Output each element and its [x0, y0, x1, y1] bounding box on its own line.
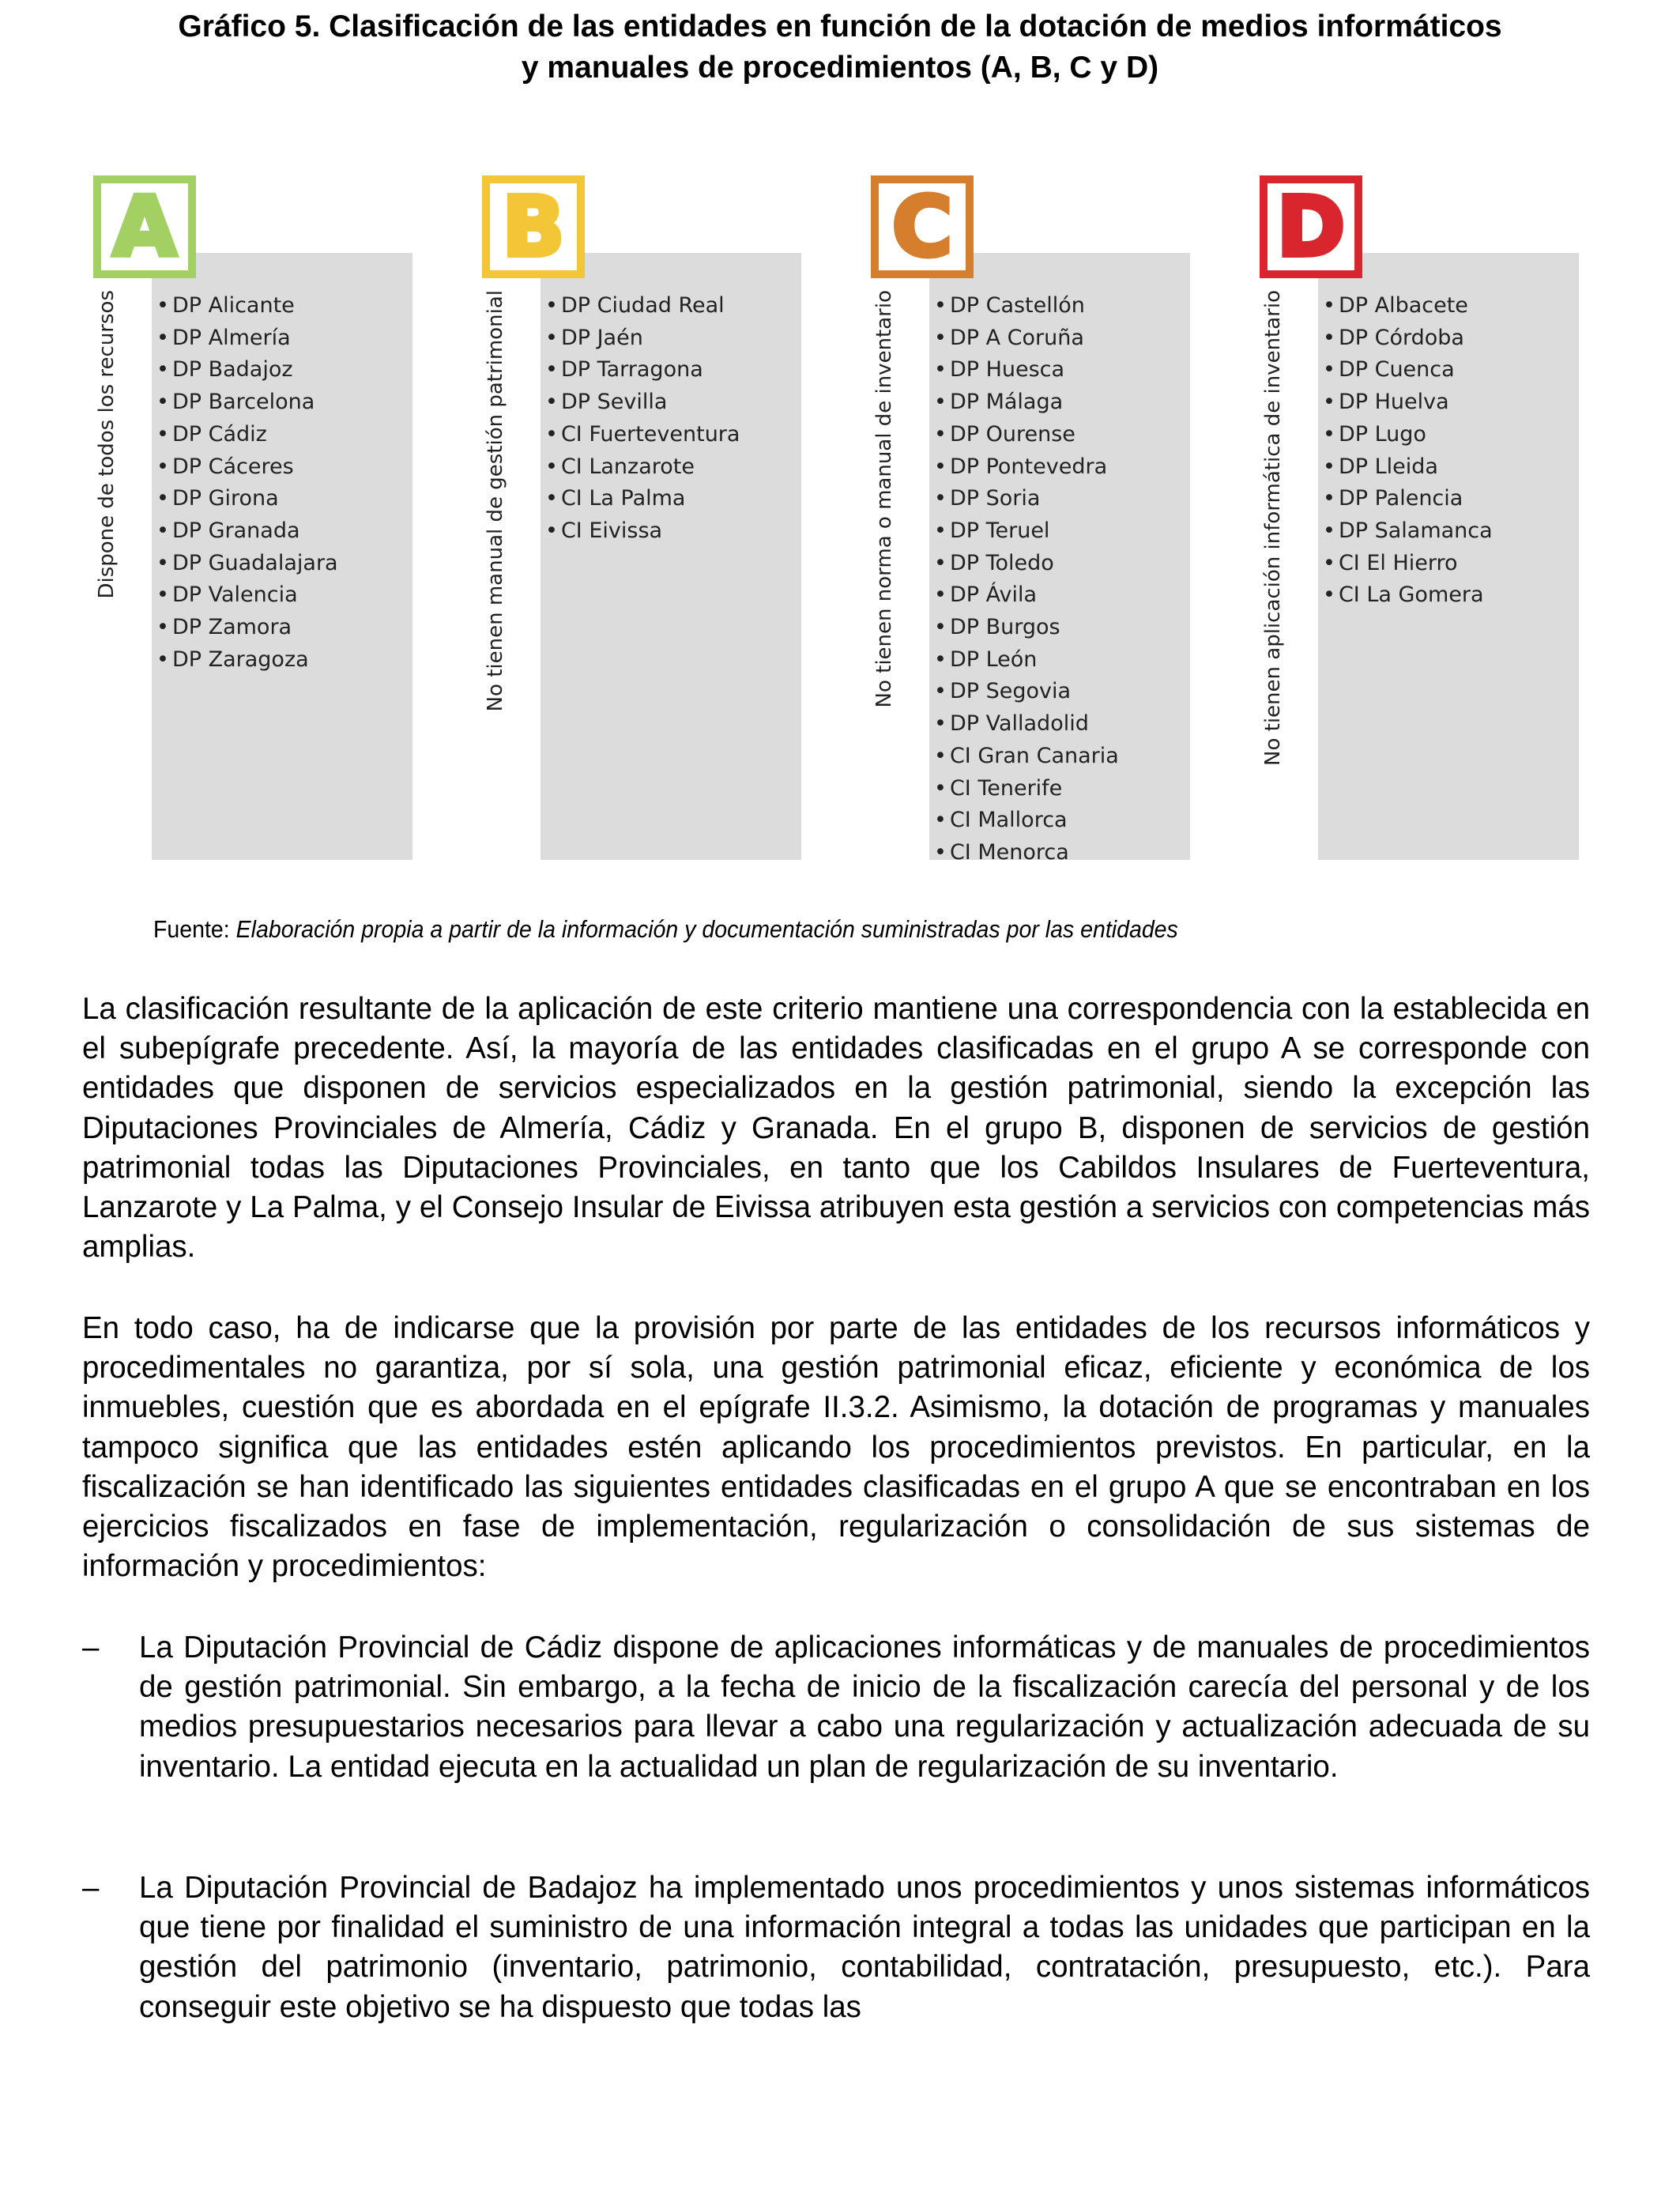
bullet-text: La Diputación Provincial de Badajoz ha implementado unos procedimientos y unos sistemas informáticos que tiene por finalidad el suministro de una información integral a todas las unidades que participan en la gestión del patrimonio (inventario, patrimonio, contabilidad, contratación, presupuesto, etc.). Para conseguir este objetivo se ha dispuesto que todas las: [139, 1871, 1590, 2024]
entity-list-item: • DP León: [934, 644, 1119, 677]
paragraph-1: La clasificación resultante de la aplicación de este criterio mantiene una correspondencia con la establecida en el subepígrafe precedente. Así, la mayoría de las entidades clasificadas en el grupo A se corresponde con entidades que disponen de servicios especializados en la gestión patrimonial, siendo la excepción las Diputaciones Provinciales de Almería, Cádiz y Granada. En el grupo B, disponen de servicios de gestión patrimonial todas las Diputaciones Provinciales, en tanto que los Cabildos Insulares de Fuerteventura, Lanzarote y La Palma, y el Consejo Insular de Eivissa atribuyen esta gestión a servicios con competencias más amplias.: [82, 992, 1590, 1265]
entity-list-item: • DP Lugo: [1323, 419, 1493, 451]
entity-list-item: • DP Palencia: [1323, 483, 1493, 515]
entity-list-item: • CI La Palma: [545, 483, 740, 515]
chart-title-line-2: y manuales de procedimientos (A, B, C y D): [521, 51, 1159, 85]
entity-list-item: • DP Granada: [156, 515, 338, 548]
paragraph-2: En todo caso, ha de indicarse que la provisión por parte de las entidades de los recursos informáticos y procedimentales no garantiza, por sí sola, una gestión patrimonial eficaz, eficiente y económica de los inmuebles, cuestión que es abordada en el epígrafe II.3.2. Asimismo, la dotación de programas y manuales tampoco significa que las entidades estén aplicando los procedimientos previstos. En particular, en la fiscalización se han identificado las siguientes entidades clasificadas en el grupo A que se encontraban en los ejercicios fiscalizados en fase de implementación, regularización o consolidación de sus sistemas de información y procedimientos:: [82, 1311, 1590, 1584]
group-entity-list: [934, 290, 1119, 869]
entity-list-item: • DP Badajoz: [156, 354, 338, 386]
group-entity-list: [545, 290, 740, 548]
group-criterion-label: Dispone de todos los recursos: [95, 290, 119, 599]
entity-list-item: • CI La Gomera: [1323, 579, 1493, 612]
entity-list-item: • DP Segovia: [934, 676, 1119, 708]
entity-list-item: • DP Lleida: [1323, 451, 1493, 484]
entity-list-item: • DP Soria: [934, 483, 1119, 515]
entity-list-item: • DP Toledo: [934, 548, 1119, 580]
entity-list-item: • CI Tenerife: [934, 773, 1119, 805]
entity-list-item: • DP Huelva: [1323, 386, 1493, 419]
group-letter-badge: [93, 175, 196, 278]
entity-list-item: • DP Almería: [156, 322, 338, 355]
entity-list-item: • DP Zaragoza: [156, 644, 338, 677]
entity-list-item: • DP Albacete: [1323, 290, 1493, 322]
chart-title: [63, 6, 1617, 89]
group-letter-badge: [1260, 175, 1362, 278]
entity-list-item: • DP Cáceres: [156, 451, 338, 484]
entity-list-item: • DP A Coruña: [934, 322, 1119, 355]
group-letter: C: [891, 179, 953, 275]
entity-list-item: • CI Fuerteventura: [545, 419, 740, 451]
group-letter: B: [502, 179, 565, 275]
entity-list-item: • DP Valencia: [156, 579, 338, 612]
entity-list-item: • DP Málaga: [934, 386, 1119, 419]
entity-list-item: • DP Ciudad Real: [545, 290, 740, 322]
entity-list-item: • DP Jaén: [545, 322, 740, 355]
group-card-b: [482, 175, 853, 867]
group-criterion-label: No tienen norma o manual de inventario: [872, 290, 896, 708]
entity-list-item: • DP Valladolid: [934, 708, 1119, 741]
group-letter: A: [112, 179, 177, 275]
group-criterion-label: No tienen manual de gestión patrimonial: [484, 290, 507, 712]
entity-list-item: • DP Huesca: [934, 354, 1119, 386]
bullet-text: La Diputación Provincial de Cádiz dispone de aplicaciones informáticas y de manuales de procedimientos de gestión patrimonial. Sin embargo, a la fecha de inicio de la fiscalización carecía del personal y de los medios presupuestarios necesarios para llevar a cabo una regularización y actualización adecuada de su inventario. La entidad ejecuta en la actualidad un plan de regularización de su inventario.: [139, 1630, 1590, 1784]
source-prefix: Fuente:: [153, 915, 236, 943]
group-letter-badge: [482, 175, 585, 278]
entity-list-item: • CI Gran Canaria: [934, 741, 1119, 773]
group-card-a: [93, 175, 465, 867]
bullet-dash: –: [82, 1871, 100, 1905]
group-entity-list: [156, 290, 338, 676]
entity-list-item: • DP Pontevedra: [934, 451, 1119, 484]
entity-list-item: • DP Cuenca: [1323, 354, 1493, 386]
group-criterion-label: No tienen aplicación informática de inventario: [1261, 290, 1285, 766]
source-note: [153, 915, 1178, 944]
entity-list-item: • DP Castellón: [934, 290, 1119, 322]
entity-list-item: • DP Córdoba: [1323, 322, 1493, 355]
entity-list-item: • DP Tarragona: [545, 354, 740, 386]
group-card-c: [871, 175, 1242, 867]
group-entity-list: [1323, 290, 1493, 612]
entity-list-item: • DP Ourense: [934, 419, 1119, 451]
entity-list-item: • DP Ávila: [934, 579, 1119, 612]
entity-list-item: • DP Cádiz: [156, 419, 338, 451]
entity-list-item: • DP Teruel: [934, 515, 1119, 548]
entity-list-item: • CI Mallorca: [934, 805, 1119, 837]
entity-list-item: • DP Alicante: [156, 290, 338, 322]
chart-title-line-1: Gráfico 5. Clasificación de las entidades en función de la dotación de medios informáticos: [178, 9, 1502, 43]
entity-list-item: • DP Guadalajara: [156, 548, 338, 580]
entity-list-item: • DP Salamanca: [1323, 515, 1493, 548]
group-card-d: [1260, 175, 1631, 867]
entity-list-item: • CI Eivissa: [545, 515, 740, 548]
source-text: Elaboración propia a partir de la información y documentación suministradas por las entidades: [235, 915, 1178, 943]
entity-list-item: • DP Zamora: [156, 612, 338, 644]
entity-list-item: • CI Menorca: [934, 837, 1119, 869]
group-letter: D: [1276, 179, 1346, 275]
bullet-dash: –: [82, 1630, 100, 1664]
group-letter-badge: [871, 175, 974, 278]
entity-list-item: • CI Lanzarote: [545, 451, 740, 484]
entity-list-item: • DP Burgos: [934, 612, 1119, 644]
entity-list-item: • CI El Hierro: [1323, 548, 1493, 580]
entity-list-item: • DP Sevilla: [545, 386, 740, 419]
entity-list-item: • DP Girona: [156, 483, 338, 515]
entity-list-item: • DP Barcelona: [156, 386, 338, 419]
